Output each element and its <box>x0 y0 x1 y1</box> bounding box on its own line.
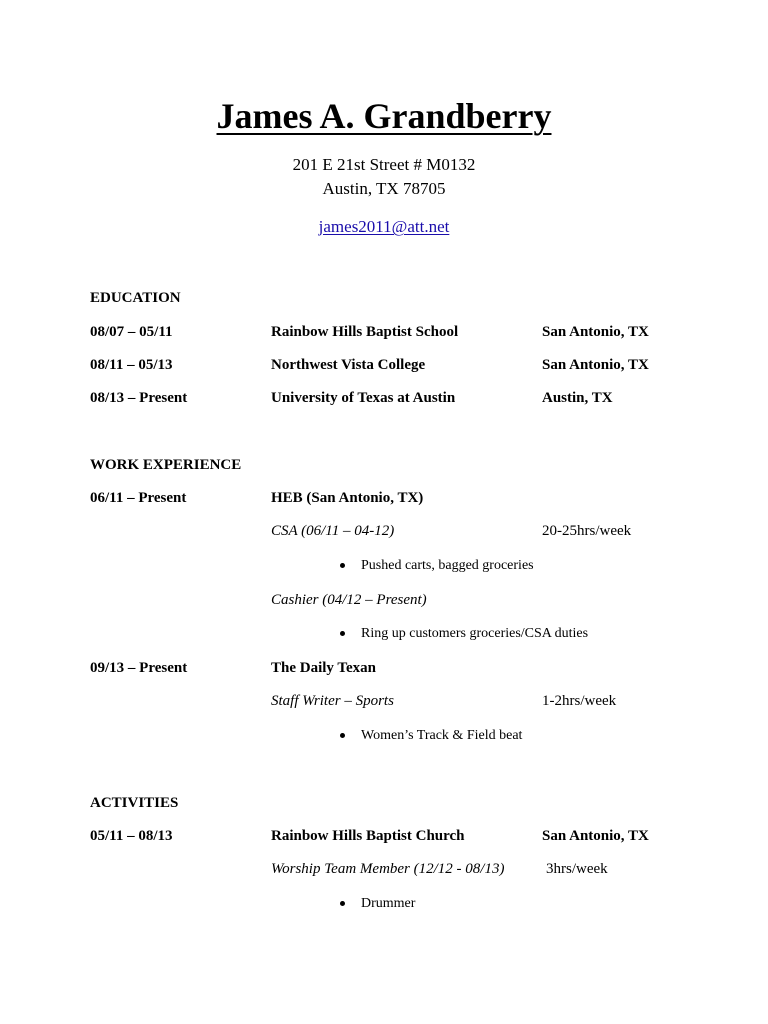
email-row <box>0 216 768 238</box>
resume-name <box>0 96 768 136</box>
education-dates: 08/07 – 05/11 <box>90 324 173 340</box>
bullet-icon <box>340 733 345 738</box>
job-dates: 09/13 – Present <box>90 660 188 676</box>
activity-role: Worship Team Member (12/12 - 08/13) <box>271 861 505 877</box>
resume-name-text: James A. Grandberry <box>216 96 552 136</box>
activity-location: San Antonio, TX <box>542 828 649 844</box>
work-heading: WORK EXPERIENCE <box>90 457 242 473</box>
education-school: University of Texas at Austin <box>271 390 456 406</box>
job-role-hours: 20-25hrs/week <box>542 523 632 539</box>
education-location: San Antonio, TX <box>542 357 649 373</box>
job-role-bullet: Pushed carts, bagged groceries <box>361 558 534 573</box>
education-location: Austin, TX <box>542 390 613 406</box>
bullet-icon <box>340 631 345 636</box>
job-role-title: Cashier (04/12 – Present) <box>271 592 427 608</box>
bullet-icon <box>340 563 345 568</box>
activity-hours: 3hrs/week <box>546 861 608 877</box>
job-role-hours: 1-2hrs/week <box>542 693 617 709</box>
address-line-1: 201 E 21st Street # M0132 <box>292 155 476 174</box>
education-location: San Antonio, TX <box>542 324 649 340</box>
education-school: Northwest Vista College <box>271 357 426 373</box>
email-link[interactable]: james2011@att.net <box>318 217 450 236</box>
job-role-title: Staff Writer – Sports <box>271 693 394 709</box>
education-school: Rainbow Hills Baptist School <box>271 324 459 340</box>
education-heading: EDUCATION <box>90 290 181 306</box>
job-employer: The Daily Texan <box>271 660 377 676</box>
job-role-bullet: Women’s Track & Field beat <box>361 728 523 743</box>
activity-dates: 05/11 – 08/13 <box>90 828 173 844</box>
address-line-2: Austin, TX 78705 <box>322 179 446 198</box>
education-dates: 08/13 – Present <box>90 390 188 406</box>
job-role-bullet: Ring up customers groceries/CSA duties <box>361 626 589 641</box>
job-dates: 06/11 – Present <box>90 490 187 506</box>
education-dates: 08/11 – 05/13 <box>90 357 173 373</box>
activity-bullet: Drummer <box>361 896 416 911</box>
job-role-title: CSA (06/11 – 04-12) <box>271 523 395 539</box>
job-employer: HEB (San Antonio, TX) <box>271 490 424 506</box>
activity-organization: Rainbow Hills Baptist Church <box>271 828 465 844</box>
activities-heading: ACTIVITIES <box>90 795 179 811</box>
bullet-icon <box>340 901 345 906</box>
